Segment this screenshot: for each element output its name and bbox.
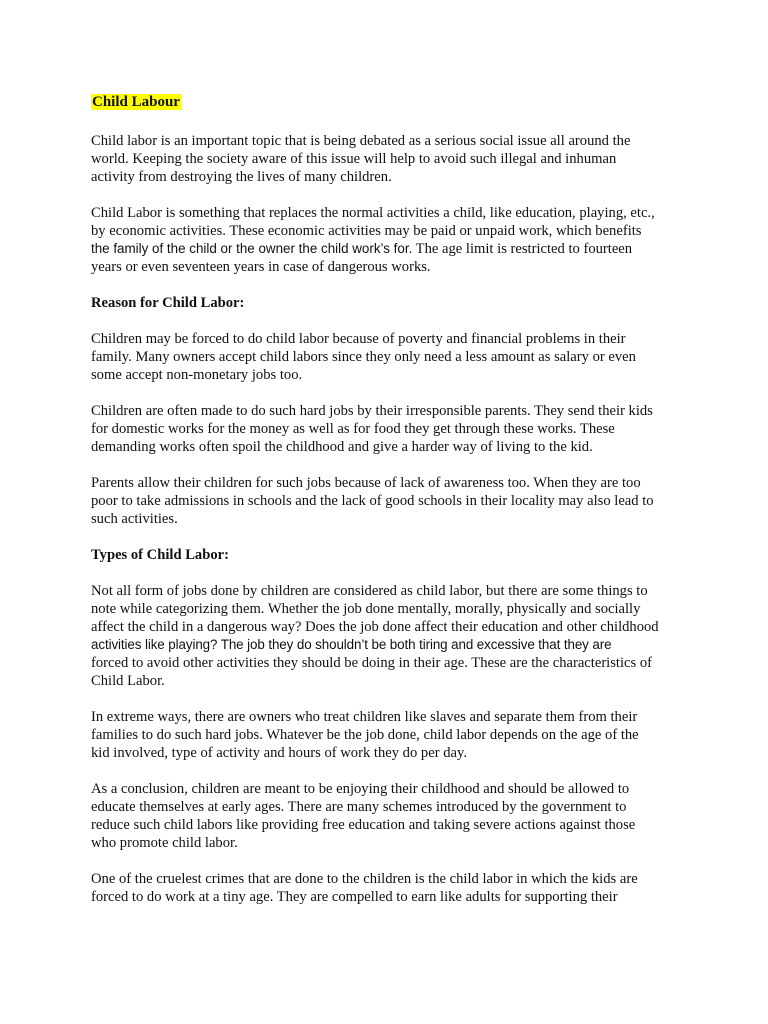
text-fragment: the family of the child or the owner the child work’s for.	[91, 241, 413, 256]
extreme-paragraph	[91, 708, 681, 762]
text-line: activity from destroying the lives of many children.	[91, 169, 392, 185]
highlighted-title-text: Child Labour	[92, 94, 180, 110]
text-line-mixed	[91, 240, 681, 258]
document-body	[91, 92, 681, 924]
text-line: Children are often made to do such hard jobs by their irresponsible parents. They send their kids	[91, 403, 653, 419]
text-line: such activities.	[91, 511, 178, 527]
text-line: by economic activities. These economic activities may be paid or unpaid work, which benefits	[91, 223, 642, 239]
types-heading: Types of Child Labor:	[91, 547, 229, 563]
text-line: reduce such child labors like providing free education and taking severe actions against those	[91, 817, 636, 833]
text-line: who promote child labor.	[91, 835, 238, 851]
final-paragraph	[91, 870, 681, 906]
text-line: As a conclusion, children are meant to be enjoying their childhood and should be allowed to	[91, 781, 630, 797]
intro-paragraph	[91, 132, 681, 186]
text-line: family. Many owners accept child labors since they only need a less amount as salary or even	[91, 349, 636, 365]
conclusion-paragraph	[91, 780, 681, 852]
text-line: Parents allow their children for such jobs because of lack of awareness too. When they are too	[91, 475, 641, 491]
reason-heading: Reason for Child Labor:	[91, 295, 245, 311]
text-line: Children may be forced to do child labor because of poverty and financial problems in their	[91, 331, 626, 347]
text-fragment: The age limit is restricted to fourteen	[412, 241, 633, 257]
text-line: Child Labor.	[91, 673, 165, 689]
text-line: Child labor is an important topic that is being debated as a serious social issue all around the	[91, 133, 631, 149]
text-line: educate themselves at early ages. There are many schemes introduced by the government to	[91, 799, 627, 815]
reason-paragraph-awareness	[91, 474, 681, 528]
reason-paragraph-poverty	[91, 330, 681, 384]
text-line: affect the child in a dangerous way? Does the job done affect their education and other childhood	[91, 619, 659, 635]
text-line: poor to take admissions in schools and the lack of good schools in their locality may also lead to	[91, 493, 654, 509]
text-line: for domestic works for the money as well as for food they get through these works. These	[91, 421, 615, 437]
text-line: forced to do work at a tiny age. They are compelled to earn like adults for supporting their	[91, 889, 618, 905]
definition-paragraph	[91, 204, 681, 276]
text-line: note while categorizing them. Whether the job done mentally, morally, physically and socially	[91, 601, 641, 617]
text-line: Child Labor is something that replaces the normal activities a child, like education, playing, etc.,	[91, 205, 655, 221]
text-line: families to do such hard jobs. Whatever be the job done, child labor depends on the age of the	[91, 727, 639, 743]
document-title	[91, 92, 681, 112]
text-line: kid involved, type of activity and hours of work they do per day.	[91, 745, 467, 761]
types-paragraph	[91, 582, 681, 690]
text-line: forced to avoid other activities they should be doing in their age. These are the characteristics of	[91, 655, 652, 671]
text-line: some accept non-monetary jobs too.	[91, 367, 303, 383]
text-line: years or even seventeen years in case of dangerous works.	[91, 259, 431, 275]
text-line: demanding works often spoil the childhood and give a harder way of living to the kid.	[91, 439, 593, 455]
reason-paragraph-parents	[91, 402, 681, 456]
text-line: In extreme ways, there are owners who treat children like slaves and separate them from their	[91, 709, 638, 725]
text-line: Not all form of jobs done by children are considered as child labor, but there are some things to	[91, 583, 648, 599]
text-line: activities like playing? The job they do shouldn’t be both tiring and excessive that they are	[91, 637, 612, 652]
text-line: One of the cruelest crimes that are done to the children is the child labor in which the kids are	[91, 871, 638, 887]
text-line: world. Keeping the society aware of this issue will help to avoid such illegal and inhuman	[91, 151, 617, 167]
